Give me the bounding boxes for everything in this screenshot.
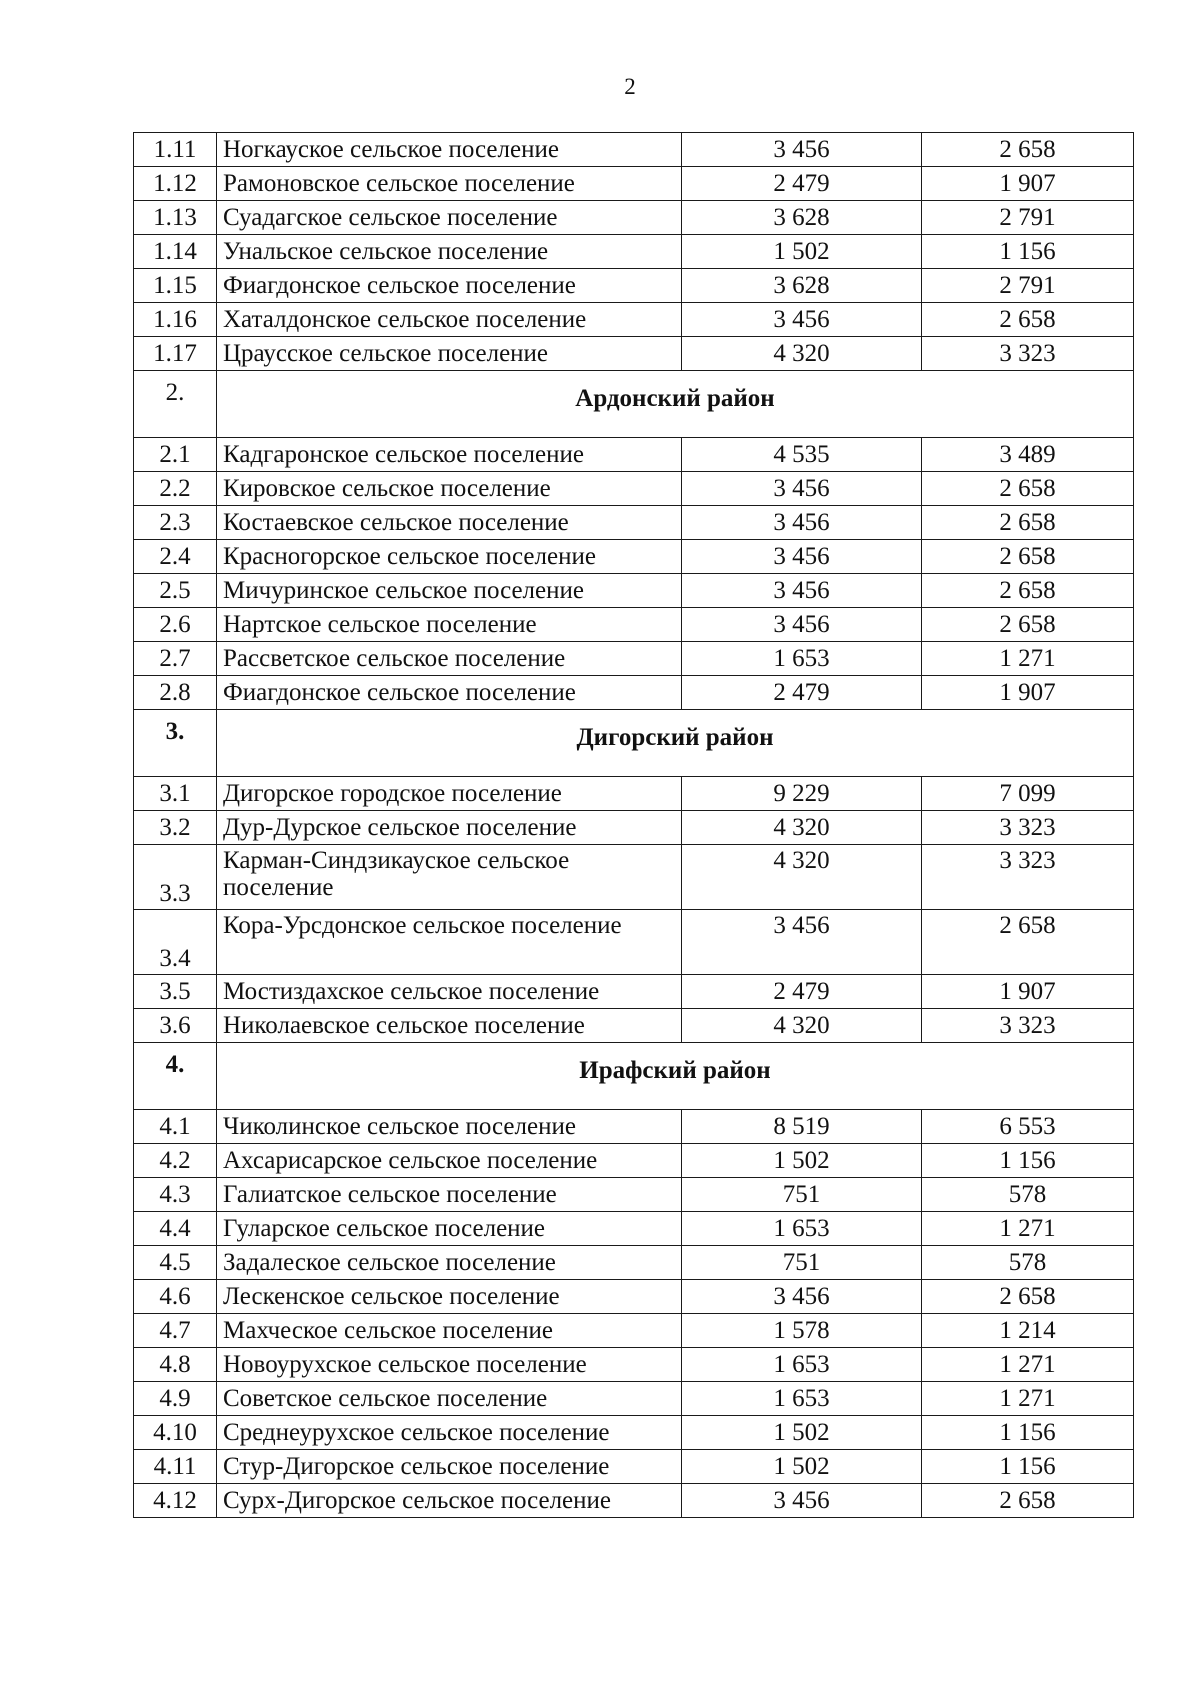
value-2: 1 907 [922,676,1134,710]
value-2: 3 489 [922,438,1134,472]
settlement-name: Ахсарисарское сельское поселение [217,1144,682,1178]
settlement-name: Кадгаронское сельское поселение [217,438,682,472]
value-1: 9 229 [682,777,922,811]
table-row [134,1246,1134,1280]
value-1: 3 456 [682,1484,922,1518]
value-1: 751 [682,1246,922,1280]
value-1: 4 320 [682,337,922,371]
value-1: 3 628 [682,201,922,235]
row-number: 2.5 [134,574,217,608]
value-2: 1 907 [922,975,1134,1009]
table-row [134,540,1134,574]
table-row [134,438,1134,472]
row-number: 2.1 [134,438,217,472]
value-1: 2 479 [682,167,922,201]
table-row [134,642,1134,676]
settlement-name: Хаталдонское сельское поселение [217,303,682,337]
value-2: 2 658 [922,472,1134,506]
row-number: 3.2 [134,811,217,845]
table-row [134,269,1134,303]
value-2: 3 323 [922,337,1134,371]
row-number: 4.3 [134,1178,217,1212]
settlement-name: Рамоновское сельское поселение [217,167,682,201]
settlements-table [133,132,1134,1518]
value-2: 1 271 [922,1348,1134,1382]
row-number: 3.4 [134,910,217,975]
value-1: 1 578 [682,1314,922,1348]
settlement-name: Николаевское сельское поселение [217,1009,682,1043]
row-number: 1.15 [134,269,217,303]
value-1: 3 456 [682,574,922,608]
value-1: 4 320 [682,845,922,910]
table-row [134,676,1134,710]
value-2: 1 907 [922,167,1134,201]
table-row [134,506,1134,540]
table-row [134,1348,1134,1382]
value-2: 3 323 [922,1009,1134,1043]
settlement-name: Стур-Дигорское сельское поселение [217,1450,682,1484]
district-header-row [134,710,1134,777]
row-number: 2.7 [134,642,217,676]
district-number: 4. [134,1043,217,1110]
row-number: 4.11 [134,1450,217,1484]
row-number: 4.7 [134,1314,217,1348]
value-2: 1 156 [922,1416,1134,1450]
district-header-row [134,371,1134,438]
settlement-name: Нартское сельское поселение [217,608,682,642]
table-row [134,777,1134,811]
table-row [134,167,1134,201]
value-2: 2 658 [922,133,1134,167]
district-number: 3. [134,710,217,777]
settlement-name: Махческое сельское поселение [217,1314,682,1348]
row-number: 4.12 [134,1484,217,1518]
table-row [134,201,1134,235]
value-2: 2 791 [922,201,1134,235]
row-number: 3.6 [134,1009,217,1043]
settlement-name: Галиатское сельское поселение [217,1178,682,1212]
row-number: 4.2 [134,1144,217,1178]
table-row [134,235,1134,269]
district-title: Ардонский район [217,371,1134,438]
row-number: 1.13 [134,201,217,235]
row-number: 3.1 [134,777,217,811]
value-2: 578 [922,1178,1134,1212]
value-1: 3 456 [682,472,922,506]
table-row [134,337,1134,371]
table-row [134,1484,1134,1518]
value-1: 3 628 [682,269,922,303]
value-1: 1 502 [682,1450,922,1484]
value-1: 3 456 [682,303,922,337]
value-2: 1 271 [922,1382,1134,1416]
value-2: 2 658 [922,910,1134,975]
table-row [134,910,1134,975]
value-2: 578 [922,1246,1134,1280]
settlement-name: Сурх-Дигорское сельское поселение [217,1484,682,1518]
table-row [134,1144,1134,1178]
value-2: 2 658 [922,506,1134,540]
row-number: 4.4 [134,1212,217,1246]
value-2: 1 271 [922,1212,1134,1246]
table-row [134,608,1134,642]
table-row [134,1382,1134,1416]
row-number: 1.11 [134,133,217,167]
table-row [134,1178,1134,1212]
table-row [134,1110,1134,1144]
settlement-name: Лескенское сельское поселение [217,1280,682,1314]
row-number: 3.5 [134,975,217,1009]
settlement-name: Ногкауское сельское поселение [217,133,682,167]
settlement-name: Чиколинское сельское поселение [217,1110,682,1144]
settlements-table-body [134,133,1134,1518]
table-row [134,1450,1134,1484]
row-number: 4.5 [134,1246,217,1280]
value-2: 2 658 [922,540,1134,574]
row-number: 4.10 [134,1416,217,1450]
settlement-name: Среднеурухское сельское поселение [217,1416,682,1450]
page-number: 2 [624,74,636,99]
value-1: 3 456 [682,506,922,540]
row-number: 2.6 [134,608,217,642]
district-title: Ирафский район [217,1043,1134,1110]
row-number: 4.1 [134,1110,217,1144]
row-number: 2.2 [134,472,217,506]
settlement-name: Мостиздахское сельское поселение [217,975,682,1009]
table-row [134,303,1134,337]
value-2: 3 323 [922,845,1134,910]
value-2: 3 323 [922,811,1134,845]
row-number: 4.9 [134,1382,217,1416]
table-row [134,975,1134,1009]
table-row [134,811,1134,845]
value-2: 1 214 [922,1314,1134,1348]
settlement-name: Рассветское сельское поселение [217,642,682,676]
district-header-row [134,1043,1134,1110]
district-number: 2. [134,371,217,438]
row-number: 4.8 [134,1348,217,1382]
value-1: 2 479 [682,975,922,1009]
table-row [134,472,1134,506]
value-2: 1 156 [922,235,1134,269]
table-row [134,845,1134,910]
row-number: 1.17 [134,337,217,371]
settlement-name: Задалеское сельское поселение [217,1246,682,1280]
settlement-name: Мичуринское сельское поселение [217,574,682,608]
row-number: 3.3 [134,845,217,910]
value-2: 2 658 [922,574,1134,608]
value-2: 2 658 [922,303,1134,337]
row-number: 1.12 [134,167,217,201]
value-1: 3 456 [682,608,922,642]
settlement-name: Гуларское сельское поселение [217,1212,682,1246]
value-1: 1 502 [682,1416,922,1450]
value-1: 751 [682,1178,922,1212]
value-1: 3 456 [682,1280,922,1314]
settlement-name: Фиагдонское сельское поселение [217,676,682,710]
value-1: 4 535 [682,438,922,472]
value-1: 8 519 [682,1110,922,1144]
settlement-name: Красногорское сельское поселение [217,540,682,574]
table-row [134,1314,1134,1348]
value-2: 2 658 [922,1280,1134,1314]
district-title: Дигорский район [217,710,1134,777]
value-2: 2 658 [922,1484,1134,1518]
value-1: 1 653 [682,642,922,676]
table-row [134,133,1134,167]
value-2: 1 156 [922,1450,1134,1484]
settlement-name: Кировское сельское поселение [217,472,682,506]
value-2: 1 271 [922,642,1134,676]
settlement-name: Кора-Урсдонское сельское поселение [217,910,682,975]
row-number: 2.4 [134,540,217,574]
row-number: 1.14 [134,235,217,269]
settlement-name: Цраусское сельское поселение [217,337,682,371]
table-row [134,1416,1134,1450]
row-number: 2.8 [134,676,217,710]
value-2: 2 791 [922,269,1134,303]
value-1: 1 653 [682,1382,922,1416]
settlement-name: Дур-Дурское сельское поселение [217,811,682,845]
settlement-name: Унальское сельское поселение [217,235,682,269]
value-1: 2 479 [682,676,922,710]
settlement-name: Костаевское сельское поселение [217,506,682,540]
table-row [134,1009,1134,1043]
row-number: 2.3 [134,506,217,540]
settlement-name: Советское сельское поселение [217,1382,682,1416]
settlement-name: Дигорское городское поселение [217,777,682,811]
settlement-name: Фиагдонское сельское поселение [217,269,682,303]
value-1: 3 456 [682,540,922,574]
value-2: 6 553 [922,1110,1134,1144]
value-1: 4 320 [682,1009,922,1043]
value-1: 1 502 [682,235,922,269]
value-1: 1 653 [682,1212,922,1246]
value-1: 1 653 [682,1348,922,1382]
table-row [134,574,1134,608]
value-1: 3 456 [682,910,922,975]
settlement-name: Суадагское сельское поселение [217,201,682,235]
row-number: 1.16 [134,303,217,337]
settlement-name: Карман-Синдзикауское сельское поселение [217,845,682,910]
value-2: 7 099 [922,777,1134,811]
table-row [134,1280,1134,1314]
value-1: 1 502 [682,1144,922,1178]
row-number: 4.6 [134,1280,217,1314]
value-2: 1 156 [922,1144,1134,1178]
settlement-name: Новоурухское сельское поселение [217,1348,682,1382]
value-1: 3 456 [682,133,922,167]
table-row [134,1212,1134,1246]
value-1: 4 320 [682,811,922,845]
value-2: 2 658 [922,608,1134,642]
